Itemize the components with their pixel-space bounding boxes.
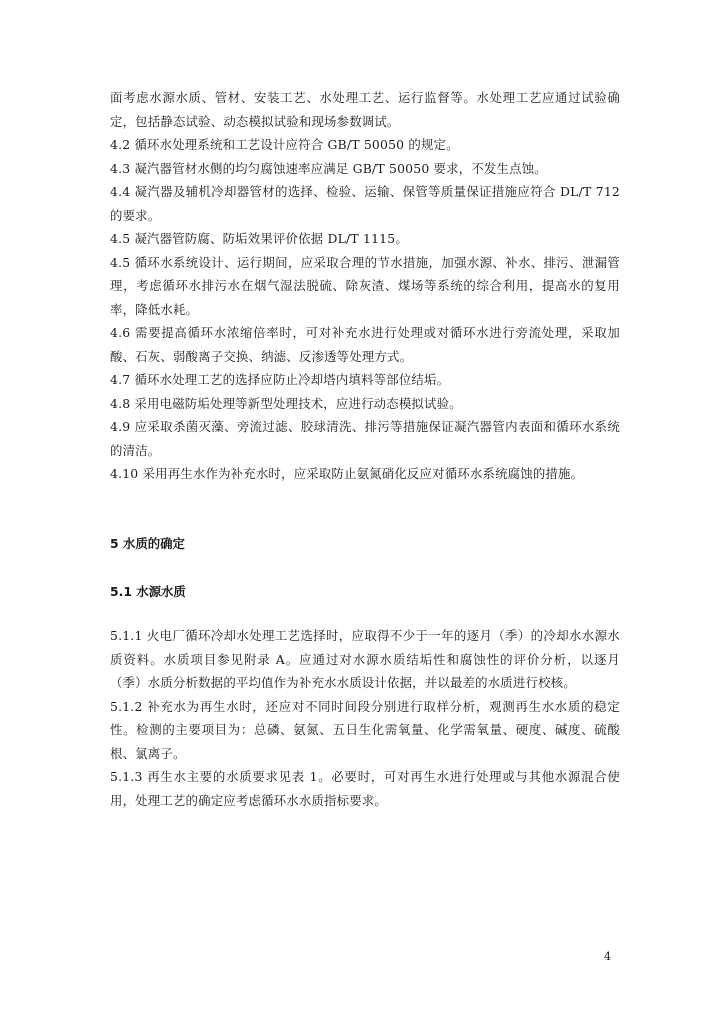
clause-4-2: 4.2 循环水处理系统和工艺设计应符合 GB/T 50050 的规定。: [110, 137, 459, 152]
clause-4-7: 4.7 循环水处理工艺的选择应防止冷却塔内填料等部位结垢。: [110, 372, 450, 387]
clause-4-6: 4.6 需要提高循环水浓缩倍率时，可对补充水进行处理或对循环水进行旁流处理，采取加酸、石灰、弱酸离子交换、纳滤、反渗透等处理方式。: [110, 325, 620, 364]
paragraph-continuation: 面考虑水源水质、管材、安装工艺、水处理工艺、运行监督等。水处理工艺应通过试验确定，包括静态试验、动态模拟试验和现场参数调试。: [110, 90, 620, 129]
clause-4-10: 4.10 采用再生水作为补充水时，应采取防止氨氮硝化反应对循环水系统腐蚀的措施。: [110, 466, 584, 481]
body-text-block-2: [110, 624, 620, 812]
clause-5-1-1: 5.1.1 火电厂循环冷却水处理工艺选择时，应取得不少于一年的逐月（季）的冷却水水源水质资料。水质项目参见附录 A。应通过对水源水质结垢性和腐蚀性的评价分析，以逐月（季）水质分析数据的平均值作为补充水水质设计依据，并以最差的水质进行校核。: [110, 628, 620, 690]
subsection-heading: 5.1 水源水质: [110, 584, 186, 599]
clause-5-1-3: 5.1.3 再生水主要的水质要求见表 1。必要时，可对再生水进行处理或与其他水源混合使用，处理工艺的确定应考虑循环水水质指标要求。: [110, 769, 620, 808]
clause-4-5-a: 4.5 凝汽器管防腐、防垢效果评价依据 DL/T 1115。: [110, 231, 408, 246]
clause-4-4: 4.4 凝汽器及辅机冷却器管材的选择、检验、运输、保管等质量保证措施应符合 DL/T 712 的要求。: [110, 184, 620, 223]
clause-4-8: 4.8 采用电磁防垢处理等新型处理技术，应进行动态模拟试验。: [110, 395, 462, 411]
section-heading: 5 水质的确定: [110, 536, 185, 551]
page-number: 4: [604, 950, 611, 963]
body-text-block: [110, 86, 620, 486]
clause-4-3: 4.3 凝汽器管材水侧的均匀腐蚀速率应满足 GB/T 50050 要求，不发生点蚀。: [110, 160, 547, 176]
clause-5-1-2: 5.1.2 补充水为再生水时，还应对不同时间段分别进行取样分析，观测再生水水质的稳定性。检测的主要项目为：总磷、氨氮、五日生化需氧量、化学需氧量、硬度、碱度、硫酸根、氯离子。: [110, 698, 620, 761]
clause-4-5-b: 4.5 循环水系统设计、运行期间，应采取合理的节水措施，加强水源、补水、排污、泄漏管理，考虑循环水排污水在烟气湿法脱硫、除灰渣、煤场等系统的综合利用，提高水的复用率，降低水耗。: [110, 254, 620, 317]
clause-4-9: 4.9 应采取杀菌灭藻、旁流过滤、胶球清洗、排污等措施保证凝汽器管内表面和循环水系统的清洁。: [110, 419, 620, 458]
